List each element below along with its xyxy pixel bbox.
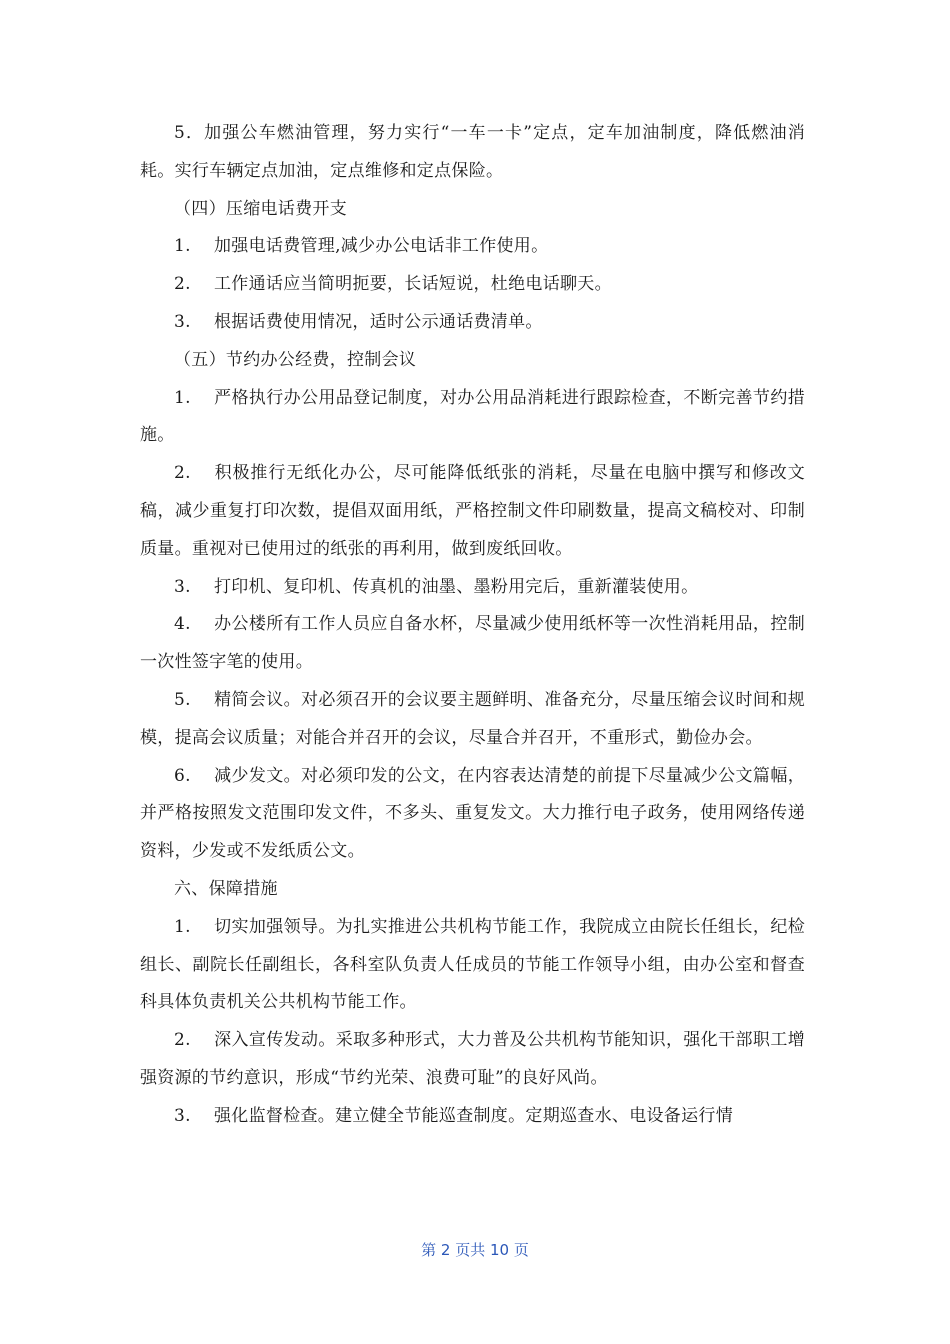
page-footer: 第 2 页共 10 页 xyxy=(421,1241,529,1259)
paragraph-text: 切实加强领导。为扎实推进公共机构节能工作，我院成立由院长任组长，纪检组长、副院长任副组长，各科室队负责人任成员的节能工作领导小组，由办公室和督查科具体负责机关公共机构节能工作。 xyxy=(140,916,805,1013)
paragraph xyxy=(140,682,805,758)
paragraph-text: 根据话费使用情况，适时公示通话费清单。 xyxy=(214,311,543,332)
paragraph-text: （四）压缩电话费开支 xyxy=(174,198,347,219)
paragraph-text: （五）节约办公经费，控制会议 xyxy=(174,349,417,370)
paragraph xyxy=(140,115,805,191)
paragraph xyxy=(140,228,805,266)
paragraph-number: 4. xyxy=(174,614,191,635)
paragraph-text: 工作通话应当简明扼要，长话短说，杜绝电话聊天。 xyxy=(214,274,612,295)
paragraph xyxy=(140,569,805,607)
paragraph-text: 5．加强公车燃油管理，努力实行“一车一卡”定点，定车加油制度，降低燃油消耗。实行车辆定点加油，定点维修和定点保险。 xyxy=(140,123,805,181)
paragraph-text: 严格执行办公用品登记制度，对办公用品消耗进行跟踪检查，不断完善节约措施。 xyxy=(140,387,805,446)
paragraph-number: 5. xyxy=(174,689,191,710)
paragraph-number: 6. xyxy=(174,765,191,786)
paragraph-number: 3. xyxy=(174,1105,191,1126)
paragraph-text: 打印机、复印机、传真机的油墨、墨粉用完后，重新灌装使用。 xyxy=(214,576,699,597)
paragraph-text: 减少发文。对必须印发的公文，在内容表达清楚的前提下尽量减少公文篇幅，并严格按照发文范围印发文件，不多头、重复发文。大力推行电子政务，使用网络传递资料，少发或不发纸质公文。 xyxy=(140,765,805,862)
paragraph xyxy=(140,455,805,568)
paragraph xyxy=(140,380,805,456)
paragraph-number: 1. xyxy=(174,916,191,937)
paragraph xyxy=(140,342,805,380)
paragraph-text: 加强电话费管理,减少办公电话非工作使用。 xyxy=(214,236,549,257)
paragraph xyxy=(140,266,805,304)
paragraph-text: 办公楼所有工作人员应自备水杯，尽量减少使用纸杯等一次性消耗用品，控制一次性签字笔的使用。 xyxy=(140,614,805,673)
paragraph-text: 六、保障措施 xyxy=(174,878,278,899)
paragraph xyxy=(140,606,805,682)
paragraph-number: 3. xyxy=(174,576,191,597)
paragraph-text: 深入宣传发动。采取多种形式，大力普及公共机构节能知识，强化干部职工增强资源的节约意识，形成“节约光荣、浪费可耻”的良好风尚。 xyxy=(140,1030,805,1088)
paragraph xyxy=(140,304,805,342)
paragraph-text: 精简会议。对必须召开的会议要主题鲜明、准备充分，尽量压缩会议时间和规模，提高会议质量；对能合并召开的会议，尽量合并召开，不重形式，勤俭办会。 xyxy=(140,689,805,748)
paragraph-text: 积极推行无纸化办公，尽可能降低纸张的消耗，尽量在电脑中撰写和修改文稿，减少重复打印次数，提倡双面用纸，严格控制文件印刷数量，提高文稿校对、印制质量。重视对已使用过的纸张的再利用，做到废纸回收。 xyxy=(140,463,805,559)
paragraph-number: 2. xyxy=(174,1030,191,1051)
paragraph xyxy=(140,1098,805,1136)
paragraph xyxy=(140,191,805,229)
paragraph-number: 1. xyxy=(174,236,191,257)
paragraph-text: 强化监督检查。建立健全节能巡查制度。定期巡查水、电设备运行情 xyxy=(214,1105,733,1126)
paragraph-number: 1. xyxy=(174,387,191,408)
paragraph xyxy=(140,1022,805,1098)
paragraph xyxy=(140,909,805,1022)
paragraph xyxy=(140,871,805,909)
document-body xyxy=(140,115,805,1136)
paragraph-number: 2. xyxy=(174,463,191,484)
paragraph-number: 2. xyxy=(174,274,191,295)
paragraph xyxy=(140,758,805,871)
paragraph-number: 3. xyxy=(174,311,191,332)
